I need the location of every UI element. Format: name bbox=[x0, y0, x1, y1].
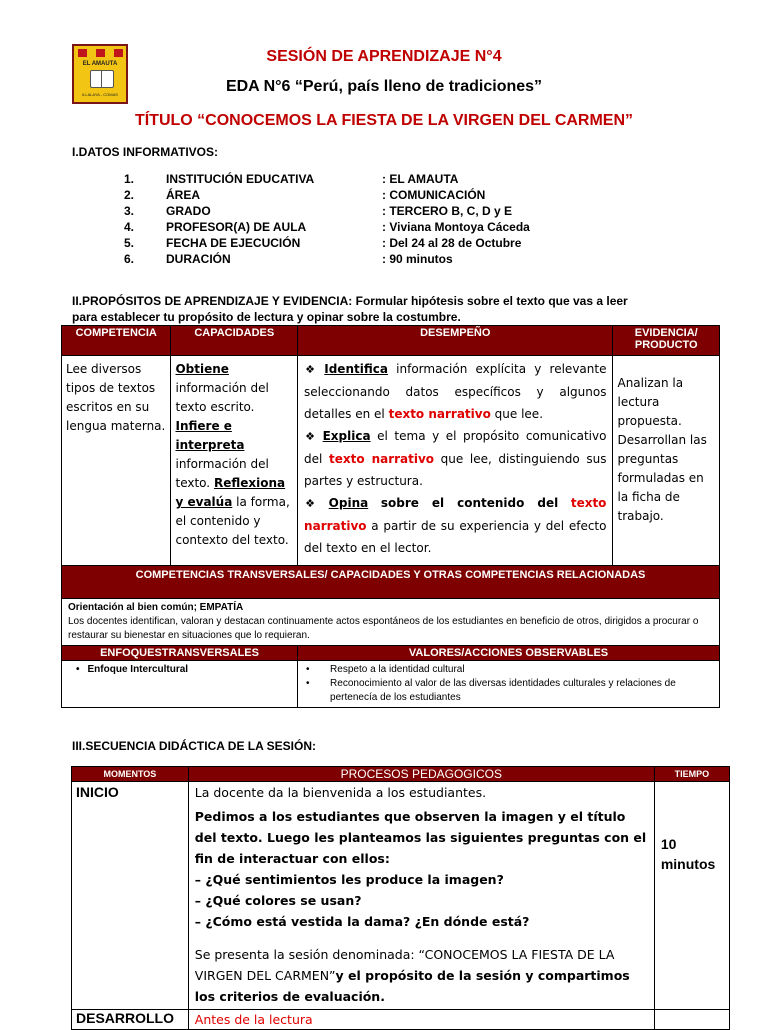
d2-red: texto narrativo bbox=[329, 452, 435, 466]
valores-header: VALORES/ACCIONES OBSERVABLES bbox=[298, 646, 720, 661]
inicio-q3: – ¿Cómo está vestida la dama? ¿En dónde está? bbox=[194, 914, 530, 929]
logo-text-top: EL AMAUTA bbox=[82, 61, 118, 67]
inicio-p3-a: Se presenta la sesión denominada: “CONOCEMOS LA FIESTA DE LA VIRGEN DEL CARMEN” bbox=[194, 947, 615, 983]
d1-text: información explícita y relevante seleccionando datos específicos y algunos detalles en el bbox=[304, 362, 607, 421]
cap1-rest: información del texto escrito. bbox=[175, 381, 269, 414]
diamond-bullet-icon: ❖ bbox=[305, 363, 315, 376]
d3-verb: Opina bbox=[328, 496, 369, 510]
inicio-q2: – ¿Qué colores se usan? bbox=[194, 893, 362, 908]
header-desempeno: DESEMPEÑO bbox=[298, 326, 613, 356]
d3-red: texto narrativo bbox=[304, 496, 607, 533]
datos-value: : Del 24 al 28 de Octubre bbox=[382, 236, 522, 250]
datos-label: ÁREA bbox=[166, 188, 201, 202]
datos-label: FECHA DE EJECUCIÓN bbox=[166, 236, 301, 250]
desempeno-cell bbox=[298, 356, 613, 566]
antes-cell: Antes de la lectura bbox=[188, 1010, 654, 1030]
enfoque-text: Enfoque Intercultural bbox=[87, 664, 189, 675]
valor-text: Reconocimiento al valor de las diversas identidades culturales y relaciones de pertenecía de los estudiantes bbox=[330, 678, 676, 703]
header-momentos: MOMENTOS bbox=[72, 767, 189, 782]
transversales-header: COMPETENCIAS TRANSVERSALES/ CAPACIDADES Y OTRAS COMPETENCIAS RELACIONADAS bbox=[62, 566, 720, 599]
valor-item bbox=[306, 663, 715, 677]
cap3-bold: Reflexiona y evalúa bbox=[175, 476, 286, 509]
d3-text: sobre el contenido del bbox=[380, 496, 559, 510]
datos-values bbox=[382, 171, 682, 267]
datos-value: : EL AMAUTA bbox=[382, 172, 459, 186]
datos-value: : TERCERO B, C, D y E bbox=[382, 204, 513, 218]
inicio-cell: INICIO bbox=[72, 782, 189, 1010]
inicio-procesos bbox=[188, 782, 654, 1010]
d3-end: a partir de su experiencia y del efecto del texto en el lector. bbox=[304, 519, 607, 555]
datos-num: 5. bbox=[124, 236, 135, 250]
datos-label: INSTITUCIÓN EDUCATIVA bbox=[166, 172, 315, 186]
inicio-p1: La docente da la bienvenida a los estudiantes. bbox=[194, 785, 487, 800]
desempeno-3 bbox=[304, 492, 606, 559]
inicio-p2: Pedimos a los estudiantes que observen la imagen y el título del texto. Luego les planteamos las siguientes preguntas con el fin de interactuar con ellos: bbox=[194, 809, 647, 866]
secuencia-table bbox=[71, 766, 730, 1030]
d2-text: el tema y el propósito comunicativo del bbox=[304, 429, 607, 466]
d2-verb: Explica bbox=[322, 429, 371, 443]
propositos-heading bbox=[72, 293, 732, 325]
d1-end: que lee. bbox=[494, 407, 544, 421]
bullet-icon: • bbox=[76, 664, 80, 675]
eda-title: EDA N°6 “Perú, país lleno de tradiciones” bbox=[225, 78, 543, 95]
datos-num: 1. bbox=[124, 172, 135, 186]
datos-label: GRADO bbox=[166, 204, 211, 218]
datos-num: 2. bbox=[124, 188, 135, 202]
header-competencia: COMPETENCIA bbox=[62, 326, 171, 356]
competencias-table bbox=[61, 325, 720, 708]
d2-end: que lee, distinguiendo sus partes y estructura. bbox=[304, 452, 607, 488]
datos-labels bbox=[166, 171, 376, 267]
enfoques-header: ENFOQUESTRANSVERSALES bbox=[62, 646, 298, 661]
header-tiempo: TIEMPO bbox=[654, 767, 729, 782]
datos-value: : Viviana Montoya Cáceda bbox=[382, 220, 530, 234]
bullet-icon: • bbox=[306, 664, 310, 675]
cap3-rest: la forma, el contenido y contexto del texto. bbox=[175, 495, 290, 547]
capacidades-cell bbox=[171, 356, 298, 566]
inicio-p3-b: y el propósito de la sesión y compartimos los criterios de evaluación. bbox=[194, 968, 630, 1004]
valor-text: Respeto a la identidad cultural bbox=[330, 664, 465, 675]
datos-numbers bbox=[124, 171, 154, 267]
cap2-bold: Infiere e interpreta bbox=[175, 419, 245, 452]
header-evidencia: EVIDENCIA/ PRODUCTO bbox=[613, 326, 720, 356]
propositos-line-1: II.PROPÓSITOS DE APRENDIZAJE Y EVIDENCIA: Formular hipótesis sobre el texto que vas a leer bbox=[72, 294, 628, 308]
valores-cell bbox=[298, 661, 720, 708]
orientacion-cell bbox=[62, 599, 720, 646]
header-capacidades: CAPACIDADES bbox=[171, 326, 298, 356]
inicio-p3 bbox=[195, 944, 648, 1007]
desarrollo-tiempo-cell bbox=[654, 1010, 729, 1030]
datos-value: : 90 minutos bbox=[382, 252, 453, 266]
cap1-bold: Obtiene bbox=[175, 362, 229, 376]
d1-verb: Identifica bbox=[324, 362, 388, 376]
datos-num: 6. bbox=[124, 252, 135, 266]
desempeno-1 bbox=[304, 358, 606, 425]
orientacion-text: Los docentes identifican, valoran y destacan continuamente actos espontáneos de los estudiantes en beneficio de otros, dirigidos a procurar o restaurar su bienestar en situaciones que lo requieran. bbox=[68, 616, 699, 641]
d1-red: texto narrativo bbox=[388, 407, 491, 421]
evidencia-cell: Analizan la lectura propuesta. Desarrollan las preguntas formuladas en la ficha de trabajo. bbox=[613, 356, 720, 566]
valor-item bbox=[306, 677, 715, 705]
enfoque-cell bbox=[62, 661, 298, 708]
datos-value: : COMUNICACIÓN bbox=[382, 188, 486, 202]
orientacion-title: Orientación al bien común; EMPATÍA bbox=[68, 602, 244, 613]
diamond-bullet-icon: ❖ bbox=[305, 497, 315, 510]
datos-heading: I.DATOS INFORMATIVOS: bbox=[72, 145, 218, 159]
desarrollo-cell: DESARROLLO bbox=[72, 1010, 189, 1030]
bullet-icon: • bbox=[306, 678, 310, 689]
datos-label: DURACIÓN bbox=[166, 252, 231, 266]
inicio-q1: – ¿Qué sentimientos les produce la imagen? bbox=[194, 872, 504, 887]
secuencia-heading: III.SECUENCIA DIDÁCTICA DE LA SESIÓN: bbox=[72, 739, 317, 753]
header-procesos: PROCESOS PEDAGOGICOS bbox=[188, 767, 654, 782]
competencia-cell: Lee diversos tipos de textos escritos en su lengua materna. bbox=[62, 356, 171, 566]
lesson-title: TÍTULO “CONOCEMOS LA FIESTA DE LA VIRGEN DEL CARMEN” bbox=[134, 112, 634, 129]
logo-text-bottom: ILLALAYA - COMAS bbox=[82, 92, 118, 97]
cap2-rest: información del texto. bbox=[175, 457, 269, 490]
datos-label: PROFESOR(A) DE AULA bbox=[166, 220, 307, 234]
datos-num: 3. bbox=[124, 204, 135, 218]
diamond-bullet-icon: ❖ bbox=[305, 430, 315, 443]
desempeno-2 bbox=[304, 425, 606, 492]
session-title: SESIÓN DE APRENDIZAJE N°4 bbox=[266, 48, 502, 65]
tiempo-cell: 10 minutos bbox=[654, 782, 729, 1010]
propositos-line-2: para establecer tu propósito de lectura y opinar sobre la costumbre. bbox=[72, 310, 461, 324]
datos-num: 4. bbox=[124, 220, 135, 234]
